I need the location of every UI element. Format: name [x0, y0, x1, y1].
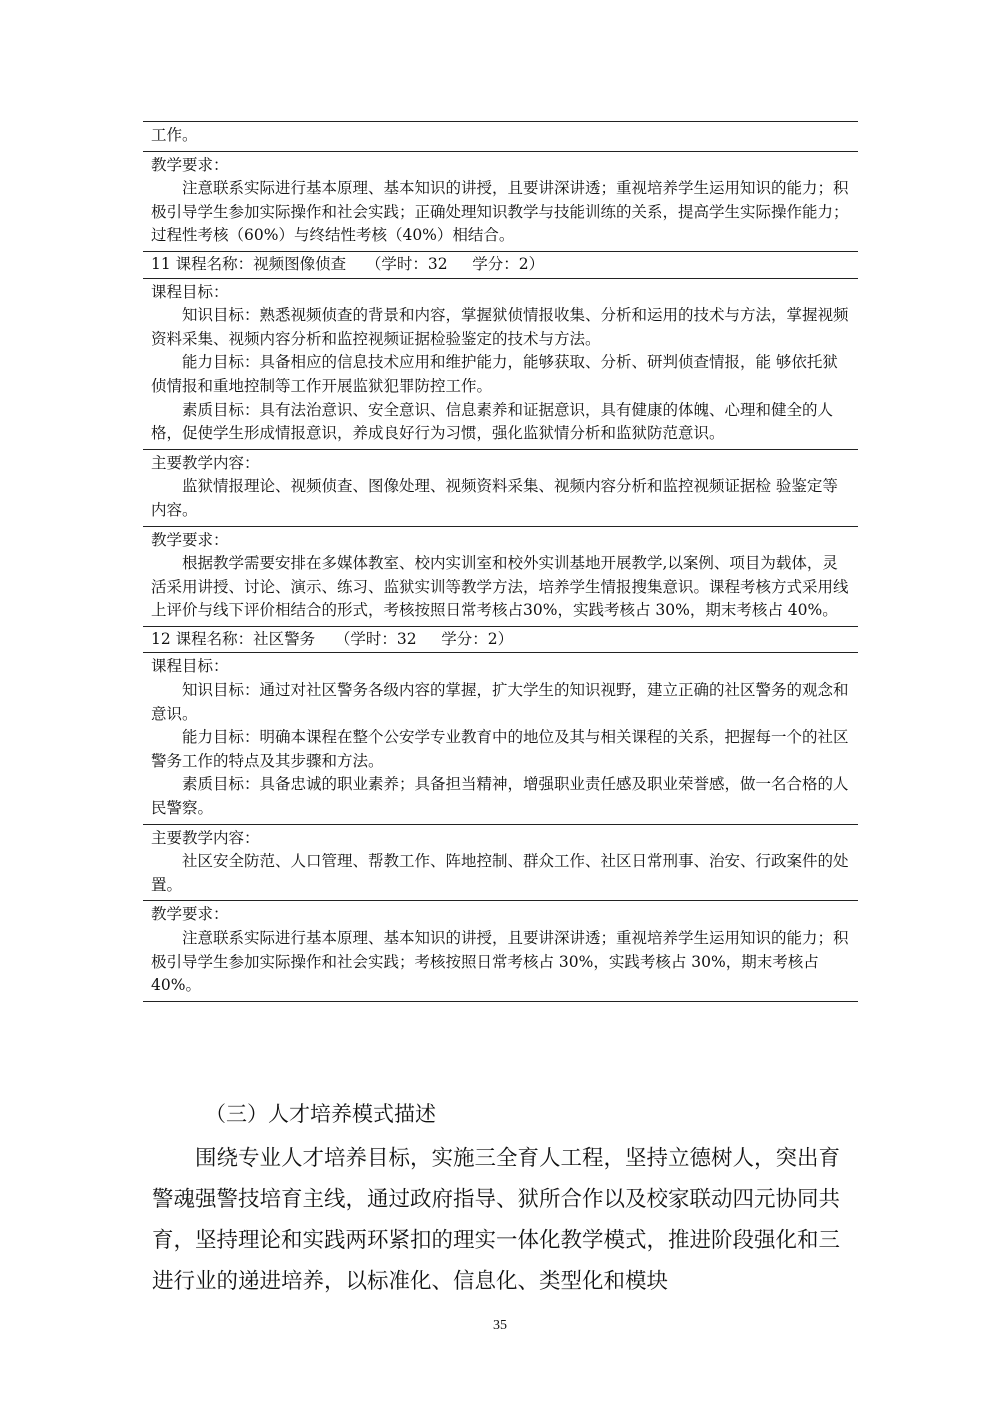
- course-12-title-row: [143, 627, 858, 654]
- course-table: [143, 121, 858, 1002]
- course-12-title: 12 课程名称：社区警务 （学时：32 学分：2）: [151, 629, 514, 648]
- course-12-ability-goal: 能力目标：明确本课程在整个公安学专业教育中的地位及其与相关课程的关系，把握每一个的社区警务工作的特点及其步骤和方法。: [151, 728, 849, 770]
- course-12-knowledge-goal: 知识目标：通过对社区警务各级内容的掌握，扩大学生的知识视野，建立正确的社区警务的观念和意识。: [151, 681, 849, 723]
- course-12-requirements-text: 注意联系实际进行基本原理、基本知识的讲授，且要讲深讲透；重视培养学生运用知识的能力；积极引导学生参加实际操作和社会实践；考核按照日常考核占 30%，实践考核占 30%，期末考核占 40%。: [151, 929, 849, 995]
- course-12-content-text: 社区安全防范、人口管理、帮教工作、阵地控制、群众工作、社区日常刑事、治安、行政案件的处置。: [151, 852, 849, 894]
- course-11-content-text: 监狱情报理论、视频侦查、图像处理、视频资料采集、视频内容分析和监控视频证据检 验鉴定等内容。: [151, 477, 838, 519]
- course-12-content-row: [143, 825, 858, 902]
- page-number: 35: [493, 1318, 507, 1333]
- course-11-ability-goal: 能力目标：具备相应的信息技术应用和维护能力，能够获取、分析、研判侦查情报，能 够依托狱侦情报和重地控制等工作开展监狱犯罪防控工作。: [151, 353, 838, 395]
- course-11-quality-goal: 素质目标：具有法治意识、安全意识、信息素养和证据意识，具有健康的体魄、心理和健全的人格，促使学生形成情报意识，养成良好行为习惯，强化监狱情分析和监狱防范意识。: [151, 400, 834, 443]
- course-11-content-label: 主要教学内容：: [151, 453, 260, 472]
- course-12-requirements-row: [143, 901, 858, 1001]
- section-body-text: 围绕专业人才培养目标，实施三全育人工程，坚持立德树人，突出育警魂强警技培育主线，通过政府指导、狱所合作以及校家联动四元协同共育，坚持理论和实践两环紧扣的理实一体化教学模式，推进阶段强化和三进行业的递进培养，以标准化、信息化、类型化和模块: [152, 1146, 841, 1294]
- course-11-goals-row: [143, 279, 858, 450]
- course-11-requirements-label: 教学要求：: [151, 530, 229, 549]
- section-heading: （三）人才培养模式描述: [205, 1102, 436, 1126]
- course-11-knowledge-goal: 知识目标：熟悉视频侦查的背景和内容，掌握狱侦情报收集、分析和运用的技术与方法，掌握视频资料采集、视频内容分析和监控视频证据检验鉴定的技术与方法。: [151, 306, 849, 348]
- course-11-content-row: [143, 450, 858, 527]
- course-12-content-label: 主要教学内容：: [151, 828, 260, 847]
- teaching-requirements-label: 教学要求：: [151, 155, 229, 174]
- course-11-title: 11 课程名称：视频图像侦查 （学时：32 学分：2）: [151, 254, 545, 273]
- course-11-requirements-row: [143, 527, 858, 627]
- course-11-requirements-text: 根据教学需要安排在多媒体教室、校内实训室和校外实训基地开展教学,以案例、项目为载体，灵活采用讲授、讨论、演示、练习、监狱实训等教学方法，培养学生情报搜集意识。课程考核方式采用线上评价与线下评价相结合的形式，考核按照日常考核占30%，实践考核占 30%，期末考核占 40%。: [151, 554, 849, 620]
- teaching-requirements-text: 注意联系实际进行基本原理、基本知识的讲授，且要讲深讲透；重视培养学生运用知识的能力；积极引导学生参加实际操作和社会实践；正确处理知识教学与技能训练的关系，提高学生实际操作能力；过程性考核（60%）与终结性考核（40%）相结合。: [151, 179, 849, 245]
- continuation-row: [143, 122, 858, 152]
- course-11-goals-label: 课程目标：: [151, 282, 229, 301]
- continuation-text: 工作。: [151, 126, 198, 144]
- course-11-title-row: [143, 252, 858, 279]
- course-12-goals-label: 课程目标：: [151, 657, 229, 676]
- course-12-goals-row: [143, 653, 858, 824]
- teaching-requirements-row: [143, 152, 858, 252]
- course-12-quality-goal: 素质目标：具备忠诚的职业素养；具备担当精神，增强职业责任感及职业荣誉感，做一名合格的人民警察。: [151, 775, 849, 818]
- course-12-requirements-label: 教学要求：: [151, 905, 229, 924]
